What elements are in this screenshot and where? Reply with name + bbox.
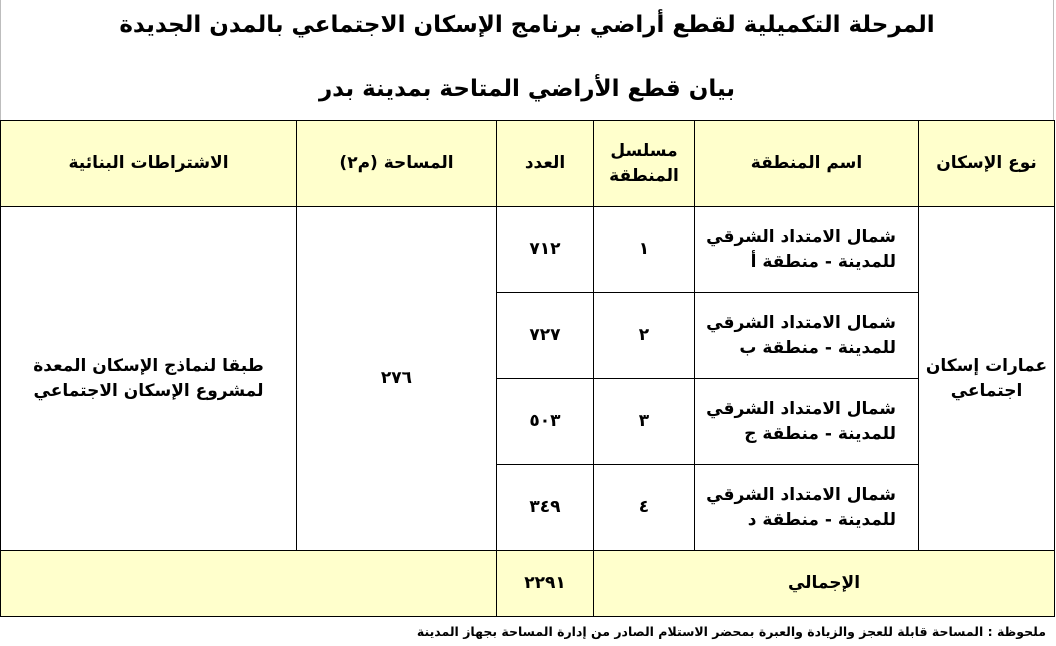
area-cell: ٢٧٦ xyxy=(297,207,497,551)
conditions-line2: لمشروع الإسكان الاجتماعي xyxy=(33,380,264,401)
housing-type-line1: عمارات إسكان xyxy=(925,355,1048,376)
header-housing-type: نوع الإسكان xyxy=(919,121,1055,207)
region-name-cell xyxy=(695,293,919,379)
region-name-cell xyxy=(695,465,919,551)
total-count: ٢٢٩١ xyxy=(497,551,594,617)
serial-cell: ٢ xyxy=(594,293,695,379)
housing-type-line2: اجتماعي xyxy=(950,380,1023,401)
conditions-line1: طبقا لنماذج الإسكان المعدة xyxy=(33,355,264,376)
region-name-cell xyxy=(695,379,919,465)
serial-cell: ٣ xyxy=(594,379,695,465)
region-line1: شمال الامتداد الشرقي xyxy=(706,398,896,419)
count-cell: ٣٤٩ xyxy=(497,465,594,551)
region-line2: للمدينة - منطقة ب xyxy=(739,337,896,358)
page-title: المرحلة التكميلية لقطع أراضي برنامج الإسكان الاجتماعي بالمدن الجديدة xyxy=(119,12,935,38)
footnote: ملحوظة : المساحة قابلة للعجز والزيادة والعبرة بمحضر الاستلام الصادر من إدارة المساحة بجهاز المدينة xyxy=(416,624,1046,639)
region-line1: شمال الامتداد الشرقي xyxy=(706,484,896,505)
header-region-serial-line2: المنطقة xyxy=(609,165,679,186)
serial-cell: ١ xyxy=(594,207,695,293)
table-header-row xyxy=(1,121,1055,207)
region-name-cell xyxy=(695,207,919,293)
header-count: العدد xyxy=(497,121,594,207)
total-row xyxy=(1,551,1055,617)
count-cell: ٧٢٧ xyxy=(497,293,594,379)
plots-table xyxy=(0,120,1055,617)
header-area: المساحة (م٢) xyxy=(297,121,497,207)
header-region-serial xyxy=(594,121,695,207)
title-area xyxy=(0,0,1054,120)
serial-cell: ٤ xyxy=(594,465,695,551)
header-region-name: اسم المنطقة xyxy=(695,121,919,207)
total-empty-cell xyxy=(1,551,497,617)
header-region-serial-line1: مسلسل xyxy=(610,140,678,161)
total-label: الإجمالي xyxy=(594,551,1055,617)
table-row xyxy=(1,207,1055,293)
region-line1: شمال الامتداد الشرقي xyxy=(706,312,896,333)
building-conditions-cell xyxy=(1,207,297,551)
region-line2: للمدينة - منطقة د xyxy=(747,509,896,530)
header-building-conditions: الاشتراطات البنائية xyxy=(1,121,297,207)
page-subtitle: بيان قطع الأراضي المتاحة بمدينة بدر xyxy=(318,76,736,102)
region-line2: للمدينة - منطقة ج xyxy=(744,423,896,444)
region-line2: للمدينة - منطقة أ xyxy=(750,251,896,272)
count-cell: ٧١٢ xyxy=(497,207,594,293)
housing-type-cell xyxy=(919,207,1055,551)
region-line1: شمال الامتداد الشرقي xyxy=(706,226,896,247)
count-cell: ٥٠٣ xyxy=(497,379,594,465)
